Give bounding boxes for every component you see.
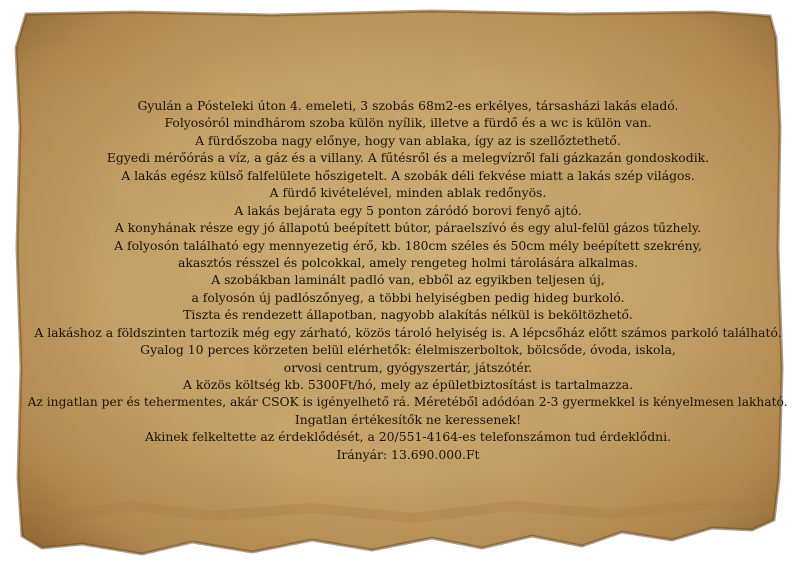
listing-line: A lakáshoz a földszinten tartozik még egy zárható, közös tároló helyiség is. A lépcsőház előtt számos parkoló található. <box>34 324 782 340</box>
listing-line: Tiszta és rendezett állapotban, nagyobb alakítás nélkül is beköltözhető. <box>183 307 633 323</box>
listing-line: A fürdő kivételével, minden ablak redőnyös. <box>269 185 547 201</box>
listing-line: A konyhának része egy jó állapotú beépített bútor, páraelszívó és egy alul-felül gázos tűzhely. <box>114 220 702 236</box>
listing-line: a folyosón új padlószőnyeg, a többi helyiségben pedig hideg burkoló. <box>191 289 625 305</box>
listing-line: Gyalog 10 perces körzeten belül elérhetők: élelmiszerboltok, bölcsőde, óvoda, iskola, <box>140 342 676 358</box>
contact-line: Akinek felkeltette az érdeklődését, a 20/551-4164-es telefonszámon tud érdeklődni. <box>144 429 672 445</box>
listing-line: Az ingatlan per és tehermentes, akár CSOK is igényelhető rá. Méretéből adódóan 2-3 gyermekkel is kényelmesen lakható. <box>27 394 788 410</box>
listing-line: Gyulán a Pósteleki úton 4. emeleti, 3 szobás 68m2-es erkélyes, társasházi lakás eladó. <box>137 98 679 113</box>
listing-line: A fürdőszoba nagy előnye, hogy van ablaka, így az is szellőztethető. <box>195 132 621 148</box>
listing-line: orvosi centrum, gyógyszertár, játszótér. <box>283 359 533 375</box>
listing-line: A lakás bejárata egy 5 ponton záródó borovi fenyő ajtó. <box>234 202 582 218</box>
listing-line: Egyedi mérőórás a víz, a gáz és a villany. A fűtésről és a melegvízről fali gázkazán gondoskodik. <box>106 150 710 166</box>
listing-line: akasztós résszel és polcokkal, amely rengeteg holmi tárolására alkalmas. <box>177 254 639 270</box>
listing-line: A folyosón található egy mennyezetig érő, kb. 180cm széles és 50cm mély beépített szekrény, <box>114 237 702 253</box>
listing-line: Folyosóról mindhárom szoba külön nyílik, illetve a fürdő és a wc is külön van. <box>164 115 652 131</box>
listing-line: Ingatlan értékesítők ne keressenek! <box>294 411 522 427</box>
listing-line: A lakás egész külső falfelülete hőszigetelt. A szobák déli fekvése miatt a lakás szép világos. <box>121 167 695 183</box>
listing-line: A szobákban laminált padló van, ebből az egyikben teljesen új, <box>211 272 605 288</box>
listing-line: A közös költség kb. 5300Ft/hó, mely az épületbiztosítást is tartalmazza. <box>182 377 634 392</box>
asking-price: Irányár: 13.690.000.Ft <box>336 446 480 462</box>
listing-text <box>20 97 796 463</box>
